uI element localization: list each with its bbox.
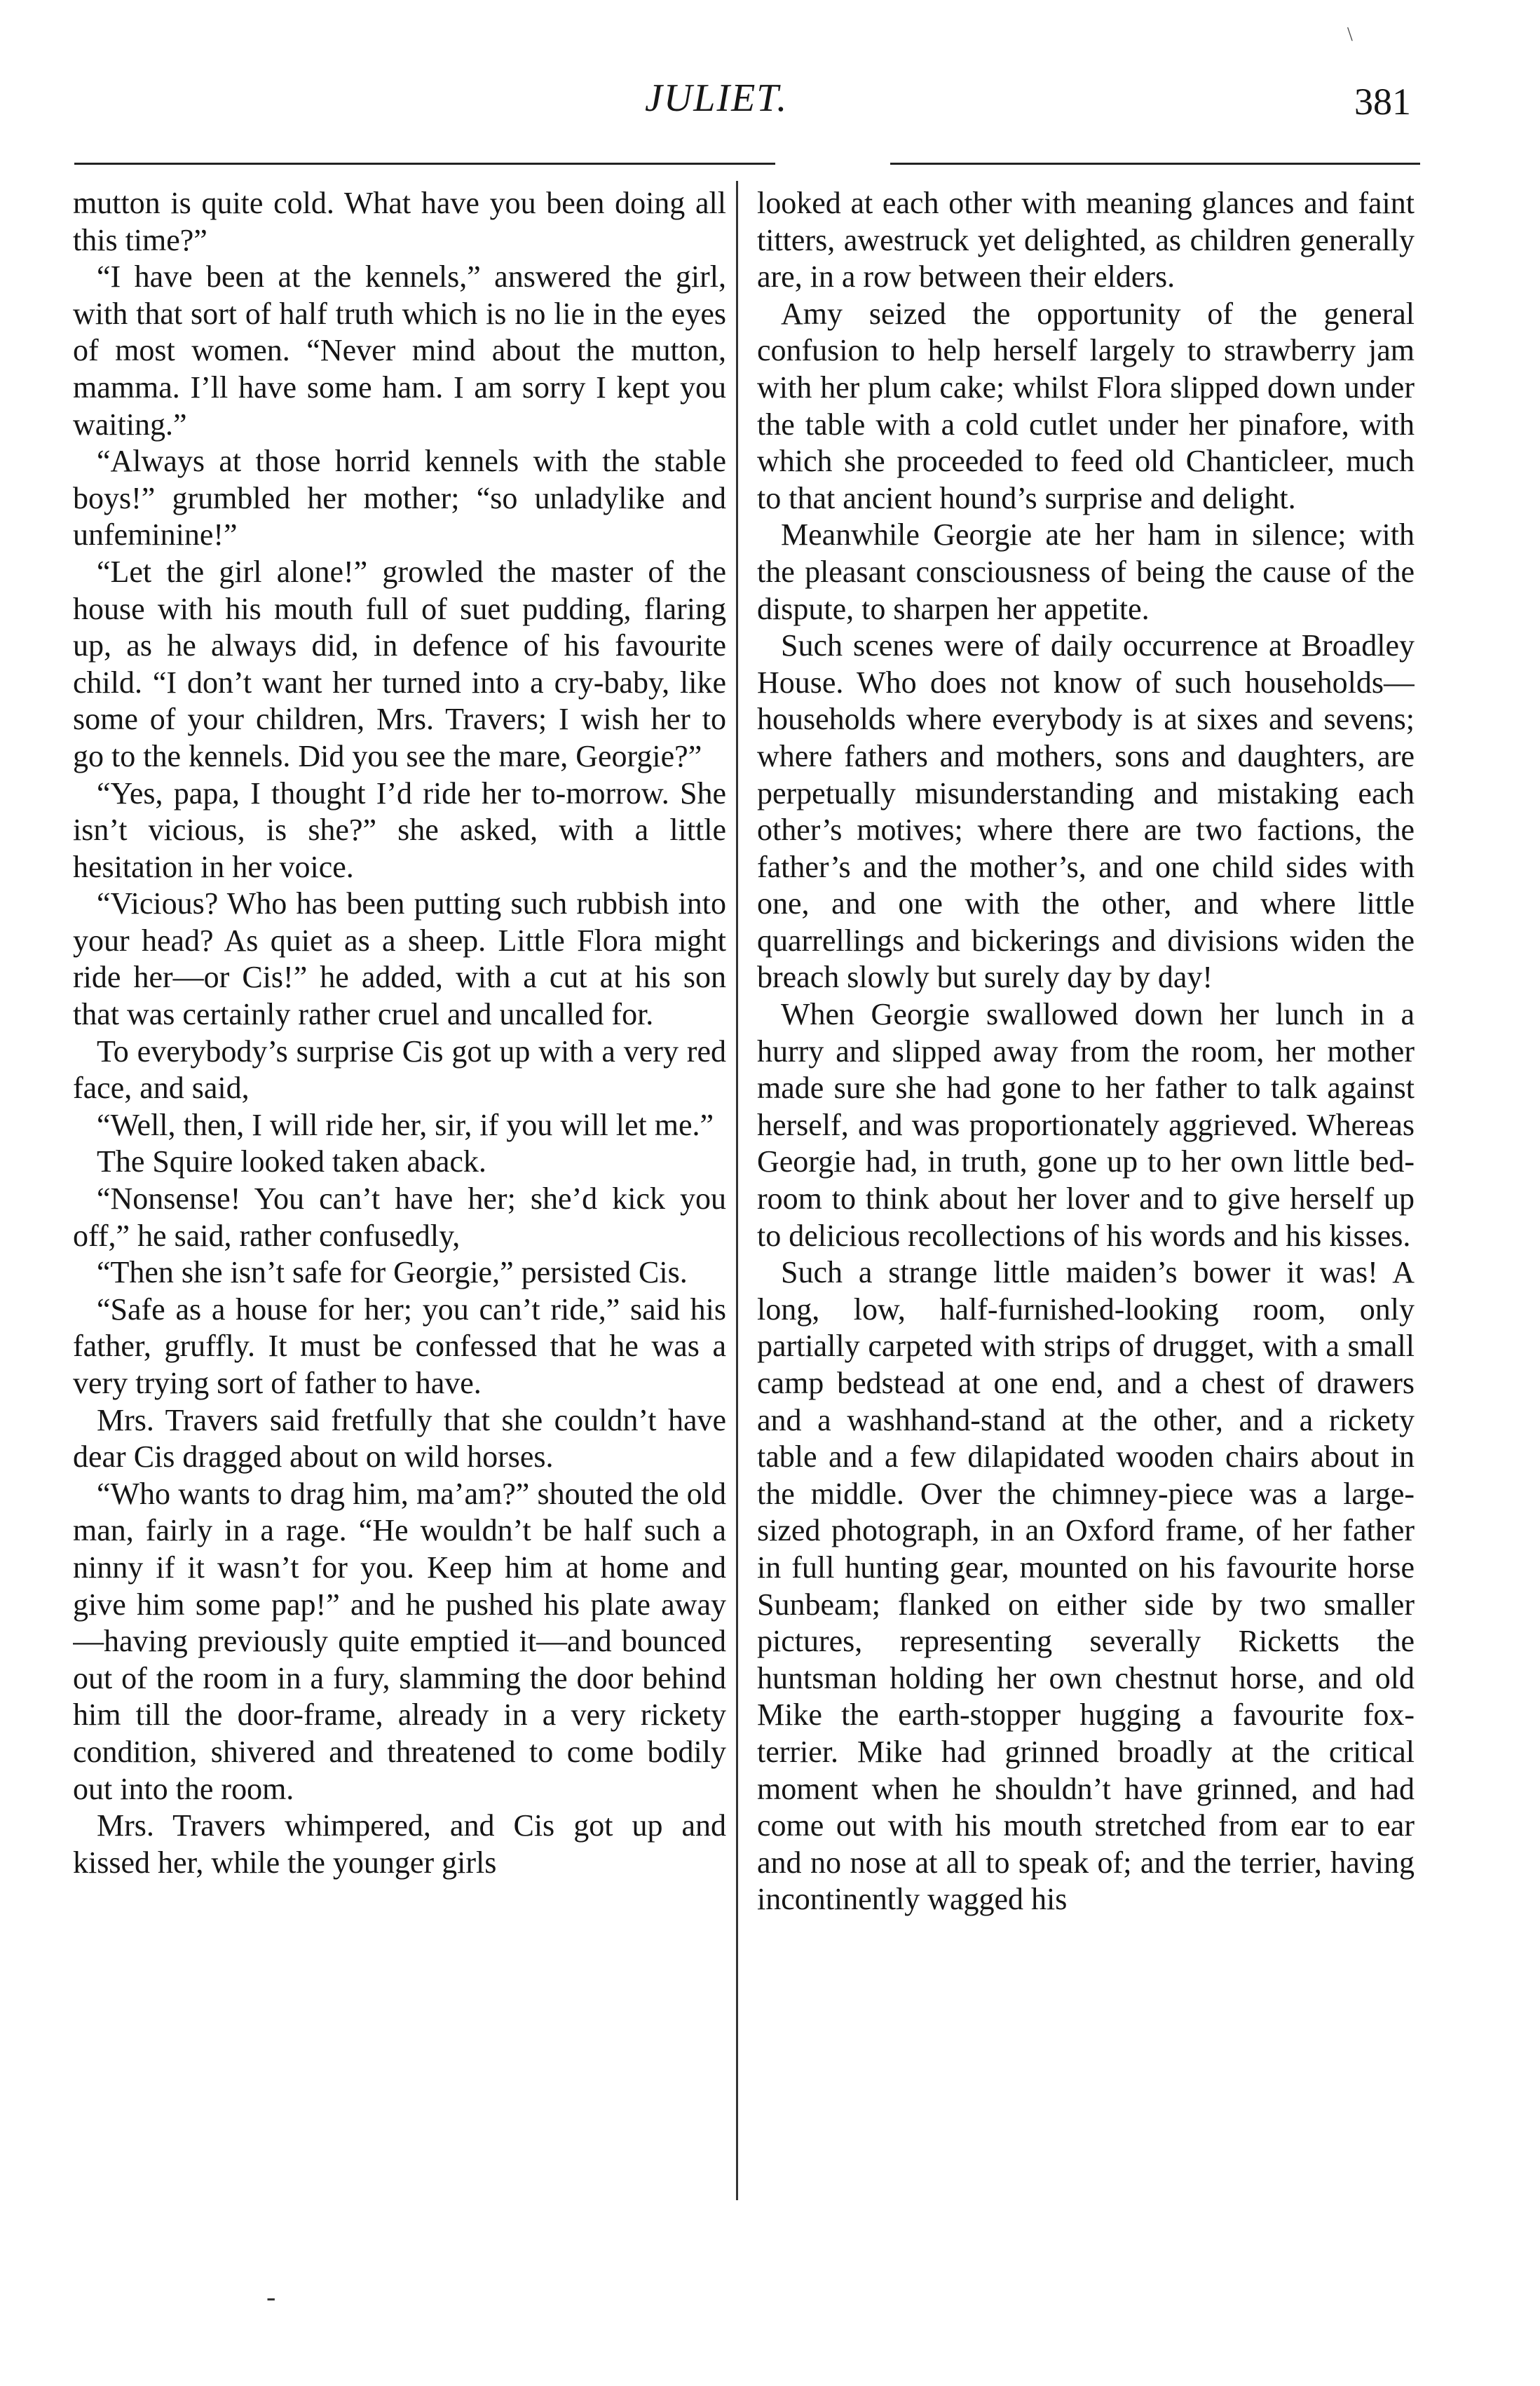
- paragraph: “Vicious? Who has been putting such rubbish into your head? As quiet as a sheep. Little Flora might ride her—or Cis!” he added, with a cut at his son that was certainly rather cruel and uncalled for.: [73, 886, 726, 1032]
- paragraph: Mrs. Travers whimpered, and Cis got up and kissed her, while the younger girls: [73, 1808, 726, 1880]
- paragraph: “Always at those horrid kennels with the stable boys!” grumbled her mother; “so unladylike and unfeminine!”: [73, 444, 726, 553]
- paragraph: Such scenes were of daily occurrence at Broadley House. Who does not know of such households—households where everybody is at sixes and sevens; where fathers and mothers, sons and daughters, are perpetually misunderstanding and mistaking each other’s motives; where there are two factions, the father’s and the mother’s, and one child sides with one, and one with the other, and where little quarrellings and bickerings and divisions widen the breach slowly but surely day by day!: [757, 628, 1415, 995]
- footer-mark: -: [266, 2281, 276, 2312]
- paragraph: The Squire looked taken aback.: [97, 1144, 486, 1179]
- corner-mark: \: [1347, 24, 1353, 46]
- paragraph: looked at each other with meaning glances and faint titters, awestruck yet delighted, as children generally are, in a row between their elders.: [757, 186, 1415, 294]
- paragraph: “Then she isn’t safe for Georgie,” persisted Cis.: [97, 1255, 688, 1290]
- paragraph: mutton is quite cold. What have you been doing all this time?”: [73, 186, 726, 257]
- paragraph: “Nonsense! You can’t have her; she’d kick you off,” he said, rather confusedly,: [73, 1181, 726, 1253]
- paragraph: “Safe as a house for her; you can’t ride,” said his father, gruffly. It must be confessed that he was a very trying sort of father to have.: [73, 1292, 726, 1400]
- running-head: [0, 76, 1540, 132]
- column-divider: [736, 181, 738, 2200]
- paragraph: Such a strange little maiden’s bower it was! A long, low, half-furnished-looking room, only partially carpeted with strips of drugget, with a small camp bedstead at one end, and a chest of drawers and a washhand-stand at the other, and a rickety table and a few dilapidated wooden chairs about in the middle. Over the chimney-piece was a large-sized photograph, in an Oxford frame, of her father in full hunting gear, mounted on his favourite horse Sunbeam; flanked on either side by two smaller pictures, representing severally Ricketts the huntsman holding her own chestnut horse, and old Mike the earth-stopper hugging a favourite fox-terrier. Mike had grinned broadly at the critical moment when he shouldn’t have grinned, and had come out with his mouth stretched from ear to ear and no nose at all to speak of; and the terrier, having incontinently wagged his: [757, 1255, 1415, 1917]
- running-title: JULIET.: [645, 76, 789, 120]
- paragraph: Mrs. Travers said fretfully that she couldn’t have dear Cis dragged about on wild horses.: [73, 1402, 726, 1475]
- paragraph: Amy seized the opportunity of the general confusion to help herself largely to strawberry jam with her plum cake; whilst Flora slipped down under the table with a cold cutlet under her pinafore, with which she proceeded to feed old Chanticleer, much to that ancient hound’s surprise and delight.: [757, 296, 1415, 515]
- paragraph: Meanwhile Georgie ate her ham in silence; with the pleasant consciousness of being the cause of the dispute, to sharpen her appetite.: [757, 517, 1415, 626]
- page-number: 381: [1354, 81, 1411, 123]
- header-rule-right: [890, 163, 1420, 165]
- paragraph: “Let the girl alone!” growled the master of the house with his mouth full of suet pudding, flaring up, as he always did, in defence of his favourite child. “I don’t want her turned into a cry-baby, like some of your children, Mrs. Travers; I wish her to go to the kennels. Did you see the mare, Georgie?”: [73, 554, 726, 773]
- header-rule-left: [74, 163, 775, 165]
- paragraph: When Georgie swallowed down her lunch in a hurry and slipped away from the room, her mother made sure she had gone to her father to talk against herself, and was proportionately aggrieved. Whereas Georgie had, in truth, gone up to her own little bed-room to think about her lover and to give herself up to delicious recollections of his words and his kisses.: [757, 997, 1415, 1253]
- paragraph: To everybody’s surprise Cis got up with a very red face, and said,: [73, 1033, 726, 1106]
- paragraph: “I have been at the kennels,” answered the girl, with that sort of half truth which is no lie in the eyes of most women. “Never mind about the mutton, mamma. I’ll have some ham. I am sorry I kept you waiting.”: [73, 259, 726, 442]
- paragraph: “Who wants to drag him, ma’am?” shouted the old man, fairly in a rage. “He wouldn’t be half such a ninny if it wasn’t for you. Keep him at home and give him some pap!” and he pushed his plate away—having previously quite emptied it—and bounced out of the room in a fury, slamming the door behind him till the door-frame, already in a very rickety condition, shivered and threatened to come bodily out into the room.: [73, 1476, 726, 1806]
- paragraph: “Well, then, I will ride her, sir, if you will let me.”: [97, 1107, 714, 1142]
- right-column: [757, 185, 1415, 2218]
- paragraph: “Yes, papa, I thought I’d ride her to-morrow. She isn’t vicious, is she?” she asked, with a little hesitation in her voice.: [73, 775, 726, 884]
- left-column: [73, 185, 726, 2218]
